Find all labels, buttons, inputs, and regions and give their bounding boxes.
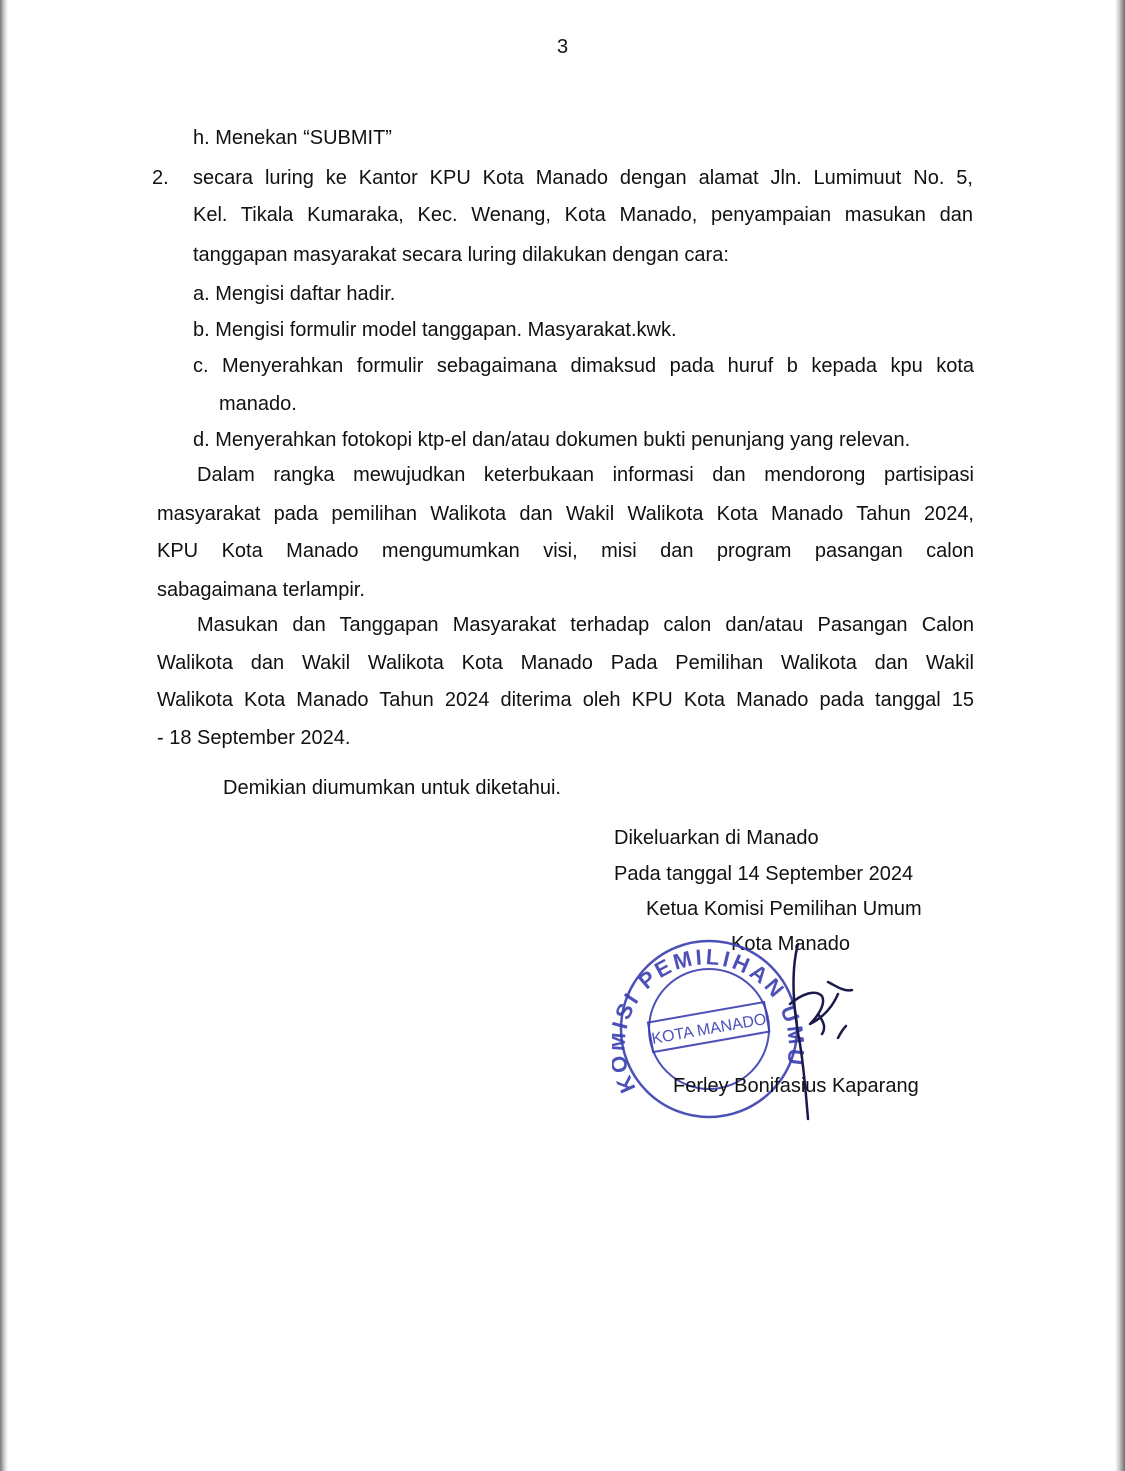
list-number-2: 2. — [152, 167, 169, 189]
sub-item-d: d. Menyerahkan fotokopi ktp-el dan/atau dokumen bukti penunjang yang relevan. — [193, 429, 911, 451]
page-edge-left — [0, 0, 8, 1471]
paragraph2-line-1: Masukan dan Tanggapan Masyarakat terhadap calon dan/atau Pasangan Calon — [197, 614, 974, 636]
sub-item-b: b. Mengisi formulir model tanggapan. Masyarakat.kwk. — [193, 319, 677, 341]
sub-item-c-line-1: c. Menyerahkan formulir sebagaimana dimaksud pada huruf b kepada kpu kota — [193, 355, 974, 377]
paragraph2-line-4: - 18 September 2024. — [157, 727, 351, 749]
paragraph1-line-3: KPU Kota Manado mengumumkan visi, misi dan program pasangan calon — [157, 540, 974, 562]
item2-line-2: Kel. Tikala Kumaraka, Kec. Wenang, Kota Manado, penyampaian masukan dan — [193, 204, 973, 226]
paragraph2-line-3: Walikota Kota Manado Tahun 2024 diterima oleh KPU Kota Manado pada tanggal 15 — [157, 689, 974, 711]
stamp-ring-text: K SI PEMILIHAN UMU — [612, 944, 810, 1097]
page-edge-right — [1115, 0, 1125, 1471]
item2-line-3: tanggapan masyarakat secara luring dilakukan dengan cara: — [193, 244, 729, 266]
issued-place: Dikeluarkan di Manado — [614, 827, 819, 849]
list-item-h: h. Menekan “SUBMIT” — [193, 127, 392, 149]
sub-item-c-line-2: manado. — [219, 393, 297, 415]
signer-office: Kota Manado — [731, 933, 850, 955]
handwritten-signature — [760, 934, 880, 1129]
paragraph1-line-4: sabagaimana terlampir. — [157, 579, 365, 601]
sub-item-a: a. Mengisi daftar hadir. — [193, 283, 396, 305]
item2-line-1: secara luring ke Kantor KPU Kota Manado dengan alamat Jln. Lumimuut No. 5, — [193, 167, 973, 189]
paragraph1-line-2: masyarakat pada pemilihan Walikota dan Wakil Walikota Kota Manado Tahun 2024, — [157, 503, 974, 525]
paragraph1-line-1: Dalam rangka mewujudkan keterbukaan informasi dan mendorong partisipasi — [197, 464, 974, 486]
signer-name: Ferley Bonifasius Kaparang — [673, 1075, 919, 1097]
closing-statement: Demikian diumumkan untuk diketahui. — [223, 777, 561, 799]
issued-date: Pada tanggal 14 September 2024 — [614, 863, 914, 885]
page-number: 3 — [556, 36, 569, 58]
signer-position: Ketua Komisi Pemilihan Umum — [646, 898, 922, 920]
stamp-center-text: KOTA MANADO — [650, 1011, 768, 1048]
paragraph2-line-2: Walikota dan Wakil Walikota Kota Manado Pada Pemilihan Walikota dan Wakil — [157, 652, 974, 674]
